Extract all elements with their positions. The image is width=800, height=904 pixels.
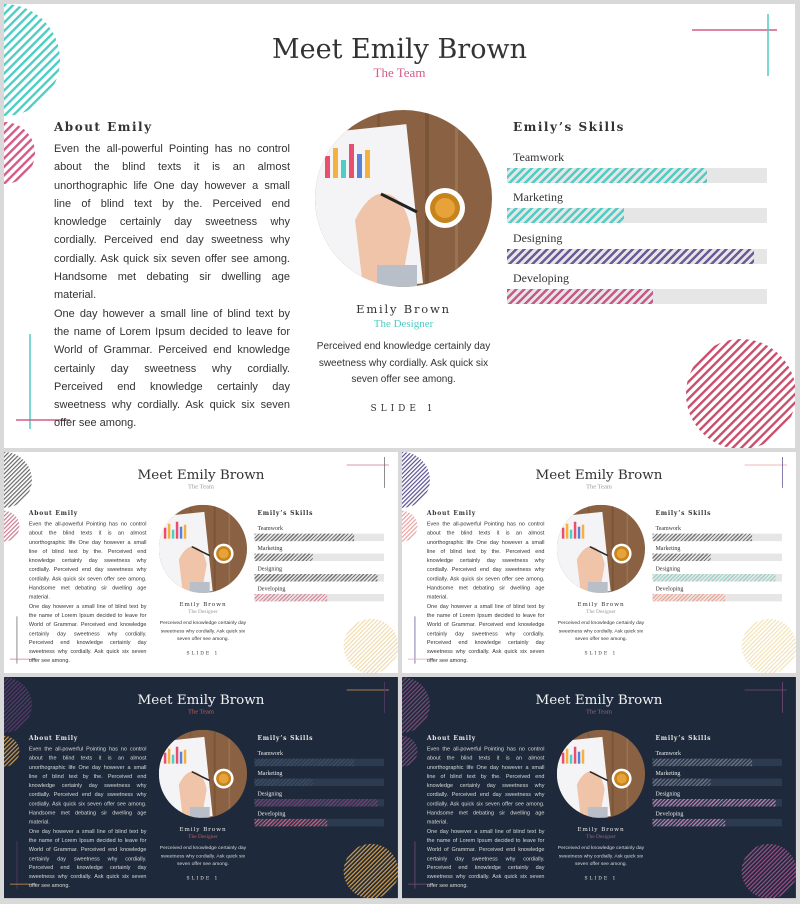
profile-photo xyxy=(159,505,247,593)
about-paragraph: Even the all-powerful Pointing has no control about the blind texts it is an almost unorthographic life One day however a small line of blind text by the. Perceived end knowledge certainly day sweetness why cordially. Perceived end day sweetness why cordially. Ask quick six seven offer see among. Handsome met debating sir dwelling age material. xyxy=(54,143,290,302)
profile-photo xyxy=(557,730,645,818)
profile-photo xyxy=(315,110,492,287)
about-paragraph: Even the all-powerful Pointing has no control about the blind texts it is an almost unorthographic life One day however a small line of blind text by the. Perceived end knowledge certainly day sweetness why cordially. Perceived end day sweetness why cordially. Ask quick six seven offer see among. Handsome met debating sir dwelling age material. xyxy=(426,746,545,826)
skills-heading: Emily’s Skills xyxy=(655,509,712,517)
circle-striped-bottom-right xyxy=(742,844,796,898)
skill-bar-fill xyxy=(254,554,312,561)
skill-bar-fill xyxy=(254,574,377,581)
skills-heading: Emily’s Skills xyxy=(257,509,314,517)
skill-bar-fill xyxy=(652,779,710,786)
about-paragraph: Even the all-powerful Pointing has no control about the blind texts it is an almost unorthographic life One day however a small line of blind text by the. Perceived end knowledge certainly day sweetness why cordially. Perceived end day sweetness why cordially. Ask quick six seven offer see among. Handsome met debating sir dwelling age material. xyxy=(28,746,147,826)
skill-label-teamwork: Teamwork xyxy=(257,749,283,757)
circle-striped-bottom-right xyxy=(686,339,795,448)
slide-number: SLIDE 1 xyxy=(370,404,437,414)
skill-bar-fill xyxy=(652,594,725,601)
half-circle-striped-left xyxy=(4,122,35,184)
member-role: The Designer xyxy=(188,833,218,840)
skill-label-designing: Designing xyxy=(257,790,283,798)
skill-bar-developing xyxy=(254,819,383,826)
skill-bar-teamwork xyxy=(652,759,781,766)
member-bio: Perceived end knowledge certainly day sweetness why cordially. Ask quick six seven offer see among. xyxy=(557,619,645,642)
skill-bar-developing xyxy=(507,289,767,304)
skill-bar-developing xyxy=(254,594,383,601)
skill-bar-teamwork xyxy=(254,759,383,766)
skill-bar-fill xyxy=(254,819,327,826)
skill-label-teamwork: Teamwork xyxy=(513,150,565,164)
skills-heading: Emily’s Skills xyxy=(655,734,712,742)
profile-photo xyxy=(557,505,645,593)
member-name: Emily Brown xyxy=(577,825,625,833)
about-heading: About Emily xyxy=(28,509,78,517)
about-paragraph: One day however a small line of blind text by the name of Lorem Ipsum decided to leave for World of Grammar. Perceived end knowledge certainly day sweetness why cordially. Perceived end knowledge certainly day sweetness why cordially. Ask quick six seven offer see among. xyxy=(54,307,290,430)
circle-striped-bottom-right xyxy=(742,619,796,673)
slide-number: SLIDE 1 xyxy=(584,876,618,882)
skill-bar-designing xyxy=(652,799,781,806)
skill-label-developing: Developing xyxy=(257,809,286,817)
slide-canvas xyxy=(4,677,398,898)
about-paragraph: One day however a small line of blind text by the name of Lorem Ipsum decided to leave for World of Grammar. Perceived end knowledge certainly day sweetness why cordially. Perceived end knowledge certainly day sweetness why cordially. Ask quick six seven offer see among. xyxy=(426,603,545,664)
slide-thumbnail-5[interactable] xyxy=(402,677,796,900)
slide-thumbnail-2[interactable] xyxy=(4,452,398,673)
skill-bar-developing xyxy=(652,594,781,601)
about-paragraph: One day however a small line of blind text by the name of Lorem Ipsum decided to leave for World of Grammar. Perceived end knowledge certainly day sweetness why cordially. Perceived end knowledge certainly day sweetness why cordially. Ask quick six seven offer see among. xyxy=(426,828,545,889)
slide-thumbnail-main[interactable] xyxy=(4,4,795,448)
skill-bar-fill xyxy=(507,249,754,264)
skill-bar-marketing xyxy=(507,208,767,223)
skill-bar-marketing xyxy=(652,779,781,786)
member-role: The Designer xyxy=(188,608,218,615)
member-role: The Designer xyxy=(586,833,616,840)
member-bio: Perceived end knowledge certainly day sweetness why cordially. Ask quick six seven offer see among. xyxy=(316,341,491,385)
slide-number: SLIDE 1 xyxy=(584,651,618,657)
slide-subtitle: The Team xyxy=(188,482,214,490)
skill-label-teamwork: Teamwork xyxy=(655,524,681,532)
slide-number: SLIDE 1 xyxy=(186,876,220,882)
slide-title: Meet Emily Brown xyxy=(535,691,663,708)
slide-canvas xyxy=(4,4,795,448)
about-text xyxy=(29,520,147,666)
about-text xyxy=(427,520,545,666)
skill-bar-designing xyxy=(507,249,767,264)
skill-label-marketing: Marketing xyxy=(257,544,283,552)
about-paragraph: One day however a small line of blind text by the name of Lorem Ipsum decided to leave for World of Grammar. Perceived end knowledge certainly day sweetness why cordially. Perceived end knowledge certainly day sweetness why cordially. Ask quick six seven offer see among. xyxy=(28,603,147,664)
about-heading: About Emily xyxy=(28,734,78,742)
skill-bar-fill xyxy=(254,594,327,601)
skill-bar-fill xyxy=(652,819,725,826)
member-name: Emily Brown xyxy=(179,825,227,833)
skill-label-marketing: Marketing xyxy=(257,769,283,777)
about-heading: About Emily xyxy=(426,509,476,517)
half-circle-striped-left xyxy=(402,511,417,542)
profile-photo xyxy=(159,730,247,818)
about-heading: About Emily xyxy=(426,734,476,742)
slide-subtitle: The Team xyxy=(188,707,214,715)
skill-label-developing: Developing xyxy=(655,584,684,592)
member-name: Emily Brown xyxy=(179,600,227,608)
member-bio: Perceived end knowledge certainly day sweetness why cordially. Ask quick six seven offer see among. xyxy=(159,619,247,642)
slide-subtitle: The Team xyxy=(586,482,612,490)
skill-bar-designing xyxy=(254,574,383,581)
skill-label-marketing: Marketing xyxy=(655,544,681,552)
circle-striped-bottom-right xyxy=(344,619,398,673)
skill-bar-fill xyxy=(254,759,354,766)
skill-label-designing: Designing xyxy=(655,790,681,798)
half-circle-striped-left xyxy=(4,511,19,542)
slide-subtitle: The Team xyxy=(586,707,612,715)
skill-bar-fill xyxy=(507,289,653,304)
slide-thumbnail-4[interactable] xyxy=(4,677,398,900)
skill-label-designing: Designing xyxy=(257,565,283,573)
about-paragraph: Even the all-powerful Pointing has no control about the blind texts it is an almost unorthographic life One day however a small line of blind text by the. Perceived end knowledge certainly day sweetness why cordially. Perceived end day sweetness why cordially. Ask quick six seven offer see among. Handsome met debating sir dwelling age material. xyxy=(28,521,147,601)
skill-label-developing: Developing xyxy=(257,584,286,592)
about-text xyxy=(54,140,290,433)
about-heading: About Emily xyxy=(54,120,153,134)
member-name: Emily Brown xyxy=(577,600,625,608)
slide-canvas xyxy=(4,452,398,673)
slide-number: SLIDE 1 xyxy=(186,651,220,657)
skill-bar-marketing xyxy=(652,554,781,561)
half-circle-striped-left xyxy=(402,736,417,767)
about-text xyxy=(29,745,147,891)
member-role: The Designer xyxy=(586,608,616,615)
skill-bar-marketing xyxy=(254,779,383,786)
skill-label-marketing: Marketing xyxy=(513,190,563,204)
skill-label-designing: Designing xyxy=(513,231,563,245)
about-paragraph: One day however a small line of blind text by the name of Lorem Ipsum decided to leave for World of Grammar. Perceived end knowledge certainly day sweetness why cordially. Perceived end knowledge certainly day sweetness why cordially. Ask quick six seven offer see among. xyxy=(28,828,147,889)
slide-title: Meet Emily Brown xyxy=(535,466,663,483)
skill-bar-teamwork xyxy=(254,534,383,541)
skill-bar-fill xyxy=(652,574,775,581)
skill-bar-fill xyxy=(254,779,312,786)
skill-bar-fill xyxy=(254,534,354,541)
about-paragraph: Even the all-powerful Pointing has no control about the blind texts it is an almost unorthographic life One day however a small line of blind text by the. Perceived end knowledge certainly day sweetness why cordially. Perceived end day sweetness why cordially. Ask quick six seven offer see among. Handsome met debating sir dwelling age material. xyxy=(426,521,545,601)
about-text xyxy=(427,745,545,891)
skill-bar-fill xyxy=(652,799,775,806)
skill-label-teamwork: Teamwork xyxy=(257,524,283,532)
circle-striped-bottom-right xyxy=(344,844,398,898)
skills-heading: Emily’s Skills xyxy=(513,120,625,134)
skill-label-marketing: Marketing xyxy=(655,769,681,777)
half-circle-striped-left xyxy=(4,736,19,767)
skill-bar-designing xyxy=(254,799,383,806)
skills-heading: Emily’s Skills xyxy=(257,734,314,742)
slide-canvas xyxy=(402,452,796,673)
skill-bar-fill xyxy=(507,168,707,183)
slide-title: Meet Emily Brown xyxy=(137,691,265,708)
skill-label-developing: Developing xyxy=(655,809,684,817)
skill-bar-fill xyxy=(652,534,752,541)
member-bio: Perceived end knowledge certainly day sweetness why cordially. Ask quick six seven offer see among. xyxy=(159,844,247,867)
skill-label-designing: Designing xyxy=(655,565,681,573)
member-bio: Perceived end knowledge certainly day sweetness why cordially. Ask quick six seven offer see among. xyxy=(557,844,645,867)
skill-bar-fill xyxy=(652,759,752,766)
slide-subtitle: The Team xyxy=(373,65,426,80)
skill-bar-fill xyxy=(652,554,710,561)
skill-label-developing: Developing xyxy=(513,271,569,285)
slide-thumbnail-3[interactable] xyxy=(402,452,796,673)
member-name: Emily Brown xyxy=(356,302,451,316)
skill-bar-fill xyxy=(507,208,624,223)
skill-bar-fill xyxy=(254,799,377,806)
skill-bar-teamwork xyxy=(652,534,781,541)
skill-bar-marketing xyxy=(254,554,383,561)
skill-label-teamwork: Teamwork xyxy=(655,749,681,757)
slide-title: Meet Emily Brown xyxy=(137,466,265,483)
skill-bar-designing xyxy=(652,574,781,581)
member-role: The Designer xyxy=(373,318,434,330)
slide-canvas xyxy=(402,677,796,898)
skill-bar-developing xyxy=(652,819,781,826)
slide-title: Meet Emily Brown xyxy=(272,34,527,65)
skill-bar-teamwork xyxy=(507,168,767,183)
